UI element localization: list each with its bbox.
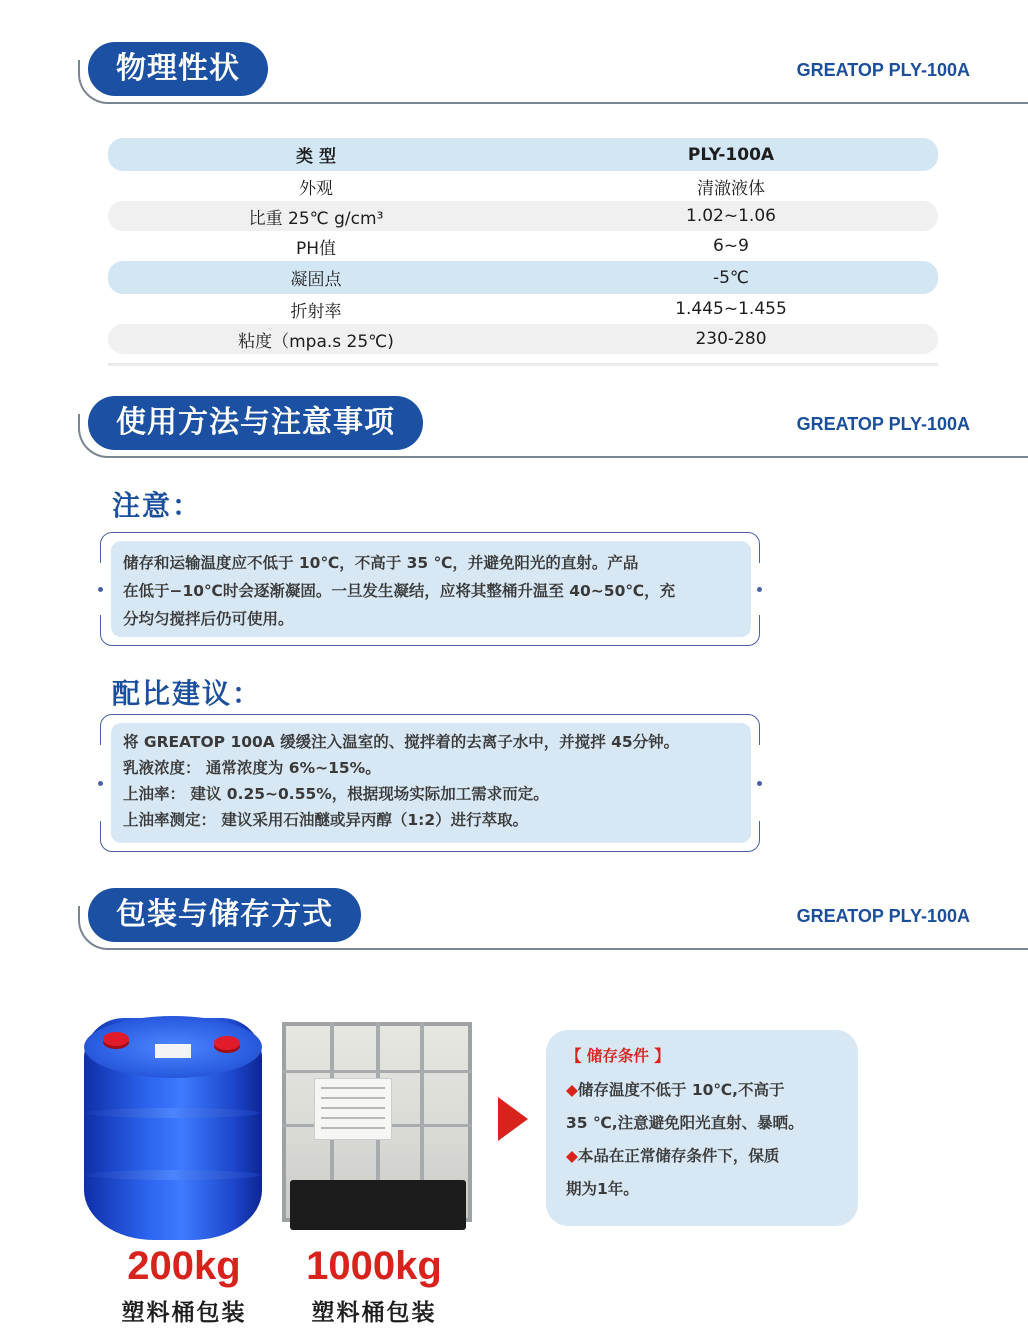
storage-line: ◆储存温度不低于 10℃,不高于 xyxy=(566,1081,785,1099)
brand-label: GREATOP PLY-100A xyxy=(796,906,970,926)
header-value: PLY-100A xyxy=(687,144,775,165)
table-divider xyxy=(108,360,938,366)
table-row xyxy=(108,294,938,324)
ratio-line: 上油率： 建议 0.25~0.55%，根据现场实际加工需求而定。 xyxy=(123,785,549,803)
row-value: 1.02~1.06 xyxy=(686,206,776,226)
diamond-bullet-icon: ◆ xyxy=(566,1081,578,1099)
table-row xyxy=(108,324,938,354)
notice-line: 分均匀搅拌后仍可使用。 xyxy=(123,610,294,628)
row-value: 清澈液体 xyxy=(697,178,765,199)
storage-title: 【 储存条件 】 xyxy=(566,1047,670,1065)
header-key: 类 型 xyxy=(296,147,336,167)
section-title: 使用方法与注意事项 xyxy=(88,396,423,450)
package-name: 塑料桶包装 xyxy=(311,1300,437,1326)
row-value: 6~9 xyxy=(713,236,749,256)
notice-line: 在低于−10℃时会逐渐凝固。一旦发生凝结，应将其整桶升温至 40~50℃，充 xyxy=(123,582,676,600)
row-key: 比重 25℃ g/cm³ xyxy=(248,208,384,229)
ratio-line: 上油率测定： 建议采用石油醚或异丙醇（1:2）进行萃取。 xyxy=(123,811,529,829)
row-value: -5℃ xyxy=(712,267,750,288)
section-header-usage xyxy=(78,396,1028,462)
storage-conditions-box xyxy=(546,1030,858,1226)
arrow-right-icon xyxy=(498,1097,528,1141)
brand-label: GREATOP PLY-100A xyxy=(796,414,970,434)
storage-line: 35 ℃,注意避免阳光直射、暴晒。 xyxy=(566,1114,804,1132)
row-value: 230-280 xyxy=(695,329,767,349)
ratio-box xyxy=(111,723,751,843)
properties-table xyxy=(108,138,938,366)
notice-box xyxy=(111,541,751,637)
diamond-bullet-icon: ◆ xyxy=(566,1147,578,1165)
table-row xyxy=(108,261,938,294)
row-value: 1.445~1.455 xyxy=(675,299,787,319)
notice-title: 注意： xyxy=(112,489,203,522)
package-weight: 200kg xyxy=(127,1244,241,1288)
notice-line: 储存和运输温度应不低于 10℃，不高于 35 ℃，并避免阳光的直射。产品 xyxy=(123,554,639,572)
brand-label: GREATOP PLY-100A xyxy=(796,60,970,80)
table-row xyxy=(108,201,938,231)
package-weight: 1000kg xyxy=(306,1244,442,1288)
table-row xyxy=(108,231,938,261)
row-key: 粘度（mpa.s 25℃) xyxy=(238,331,394,352)
package-name: 塑料桶包装 xyxy=(121,1300,247,1326)
section-header-packaging xyxy=(78,888,1028,954)
ratio-frame xyxy=(100,714,760,852)
notice-frame xyxy=(100,532,760,646)
ratio-title: 配比建议： xyxy=(112,677,263,710)
table-header xyxy=(108,138,938,171)
row-key: PH值 xyxy=(295,238,337,259)
section-header-properties xyxy=(78,42,1028,108)
storage-line: 期为1年。 xyxy=(566,1180,639,1198)
table-row xyxy=(108,171,938,201)
storage-line: ◆本品在正常储存条件下，保质 xyxy=(566,1147,780,1165)
ratio-line: 将 GREATOP 100A 缓缓注入温室的、搅拌着的去离子水中，并搅拌 45分钟。 xyxy=(123,733,680,751)
section-title: 物理性状 xyxy=(88,42,268,96)
row-key: 凝固点 xyxy=(290,270,342,290)
ratio-line: 乳液浓度： 通常浓度为 6%~15%。 xyxy=(123,759,381,777)
section-title: 包装与储存方式 xyxy=(88,888,361,942)
row-key: 折射率 xyxy=(290,301,342,322)
row-key: 外观 xyxy=(299,178,333,199)
